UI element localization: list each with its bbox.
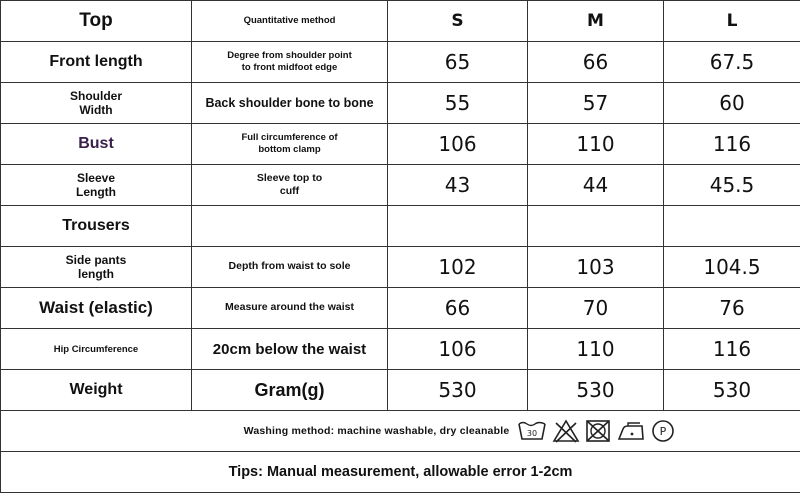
row-method <box>192 165 388 206</box>
row-label: Waist (elastic) <box>1 288 192 329</box>
value-m: 66 <box>528 42 664 83</box>
value-s: 55 <box>388 83 528 124</box>
value-s: 106 <box>388 329 528 370</box>
table-row <box>1 329 800 370</box>
value-m: 57 <box>528 83 664 124</box>
wash-30-icon <box>517 419 547 443</box>
table-row <box>1 165 800 206</box>
table-row <box>1 370 800 411</box>
washing-info <box>244 419 676 443</box>
empty-cell <box>192 206 388 247</box>
row-method: Back shoulder bone to bone <box>192 83 388 124</box>
value-l: 60 <box>664 83 800 124</box>
part-label-trousers: Trousers <box>1 206 192 247</box>
tips-row <box>1 452 800 493</box>
value-m: 110 <box>528 329 664 370</box>
label-line: Sleeve <box>76 170 116 185</box>
row-method: Measure around the waist <box>192 288 388 329</box>
tips-text: Tips: Manual measurement, allowable error 1-2cm <box>1 452 800 493</box>
value-s: 65 <box>388 42 528 83</box>
empty-cell <box>664 206 800 247</box>
empty-cell <box>388 206 528 247</box>
label-line: Shoulder <box>69 88 122 103</box>
row-label: Front length <box>1 42 192 83</box>
empty-cell <box>528 206 664 247</box>
size-l-header: L <box>664 1 800 42</box>
value-m: 110 <box>528 124 664 165</box>
label-line: Side pants <box>65 252 127 267</box>
value-l: 104.5 <box>664 247 800 288</box>
value-l: 116 <box>664 124 800 165</box>
value-l: 116 <box>664 329 800 370</box>
row-method: Gram(g) <box>192 370 388 411</box>
no-tumble-dry-icon <box>585 419 611 443</box>
method-line: bottom clamp <box>258 144 321 155</box>
row-method: 20cm below the waist <box>192 329 388 370</box>
size-s-header: S <box>388 1 528 42</box>
row-label <box>1 165 192 206</box>
iron-icon <box>616 419 646 443</box>
row-label: Hip Circumference <box>1 329 192 370</box>
label-line: Width <box>79 103 113 117</box>
label-line: length <box>78 267 114 281</box>
method-line: to front midfoot edge <box>241 62 338 73</box>
table-row <box>1 124 800 165</box>
value-s: 106 <box>388 124 528 165</box>
header-row <box>1 1 800 42</box>
value-l: 45.5 <box>664 165 800 206</box>
value-m: 103 <box>528 247 664 288</box>
method-line: Degree from shoulder point <box>227 50 352 62</box>
method-header: Quantitative method <box>192 1 388 42</box>
method-line: Full circumference of <box>241 132 338 144</box>
value-l: 76 <box>664 288 800 329</box>
label-line: Length <box>76 185 116 199</box>
part-label-top: Top <box>1 1 192 42</box>
method-line: cuff <box>279 185 300 197</box>
washing-cell <box>1 411 800 452</box>
row-label: Bust <box>1 124 192 165</box>
table-row <box>1 42 800 83</box>
washing-row <box>1 411 800 452</box>
row-method: Depth from waist to sole <box>192 247 388 288</box>
value-s: 43 <box>388 165 528 206</box>
method-line: Sleeve top to <box>256 171 323 184</box>
row-method <box>192 124 388 165</box>
section-row-trousers <box>1 206 800 247</box>
care-icons <box>517 419 675 443</box>
washing-method-text: Washing method: machine washable, dry cleanable <box>243 425 510 437</box>
table-row <box>1 288 800 329</box>
table-row <box>1 83 800 124</box>
value-m: 530 <box>528 370 664 411</box>
value-l: 530 <box>664 370 800 411</box>
value-s: 102 <box>388 247 528 288</box>
dry-clean-p-icon <box>651 419 675 443</box>
no-bleach-icon <box>552 419 580 443</box>
value-s: 66 <box>388 288 528 329</box>
row-label <box>1 247 192 288</box>
table-row <box>1 247 800 288</box>
dry-clean-letter: P <box>660 425 667 438</box>
size-m-header: M <box>528 1 664 42</box>
value-s: 530 <box>388 370 528 411</box>
wash-temp: 30 <box>527 429 538 438</box>
value-m: 70 <box>528 288 664 329</box>
row-label <box>1 83 192 124</box>
value-m: 44 <box>528 165 664 206</box>
row-method <box>192 42 388 83</box>
value-l: 67.5 <box>664 42 800 83</box>
row-label: Weight <box>1 370 192 411</box>
